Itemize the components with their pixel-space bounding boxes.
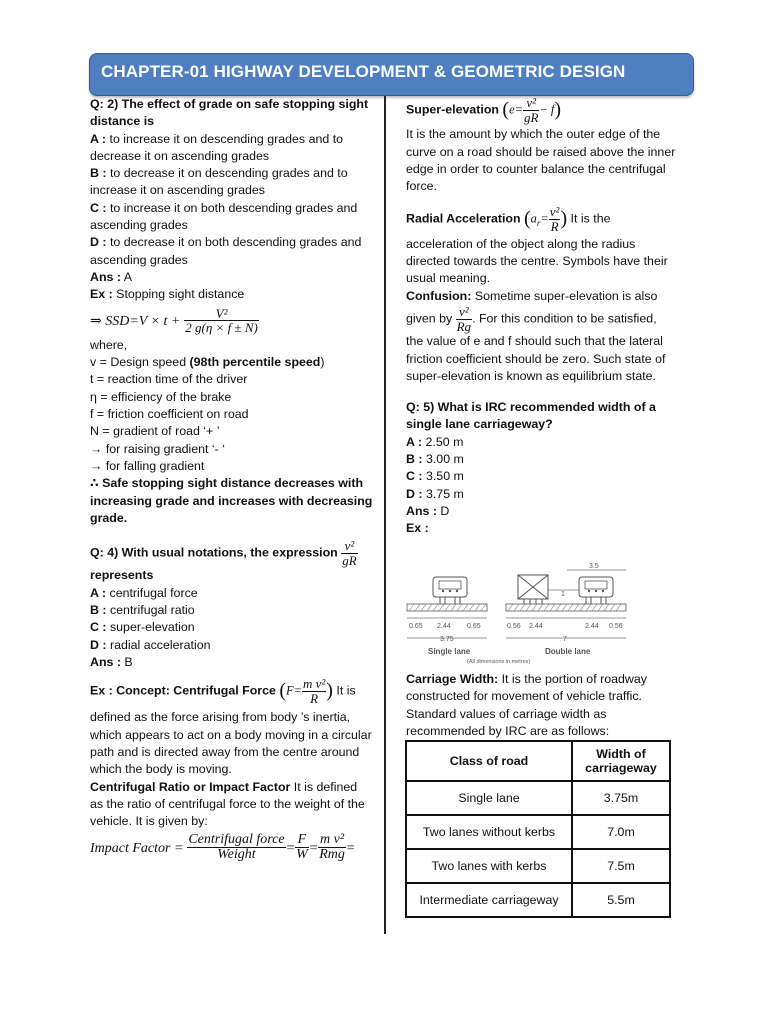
q4-option-a: A : centrifugal force (90, 585, 198, 600)
q2-question: Q: 2) The effect of grade on safe stopping sight distance is (90, 97, 369, 129)
q5-option-c: C : 3.50 m (406, 469, 464, 484)
table-row (406, 781, 670, 815)
double-dim-2: 2.44 (529, 623, 543, 630)
left-column (90, 96, 373, 863)
centrifugal-definition: defined as the force arising from body ’s inertia, which appears to act on a body moving in a circular path and is directed away from the centre around which the body is moving. (90, 710, 372, 777)
cell-width: 7.0m (572, 815, 670, 849)
radial-acceleration-heading: Radial Acceleration ($a_r=$ $\frac{\text{v²}}{R}$ ) It is the (406, 204, 611, 235)
cell-width: 7.5m (572, 849, 670, 883)
q4-option-d: D : radial acceleration (90, 637, 211, 652)
q2-answer: Ans : A (90, 269, 133, 284)
cell-class: Two lanes with kerbs (406, 849, 572, 883)
column-divider (384, 96, 386, 934)
cell-width: 3.75m (572, 781, 670, 815)
double-dim-4: 0.56 (609, 623, 623, 630)
dim-top: 3.5 (589, 563, 599, 570)
single-caption: Single lane (428, 647, 471, 656)
dim-gap: 1 (561, 591, 565, 598)
chapter-banner (89, 53, 694, 96)
single-total: 3.75 (440, 636, 454, 643)
super-elevation-heading: Super-elevation (e= $\frac{\text{v²}}{gR}$ − f) (406, 95, 561, 125)
double-total: 7 (563, 636, 567, 643)
cell-width: 5.5m (572, 883, 670, 917)
super-elevation-definition: It is the amount by which the outer edge of the curve on a road should be raised above the inner edge in order to counter balance the centrifugal force. (406, 127, 676, 194)
double-caption: Double lane (545, 647, 591, 656)
q5-option-a: A : 2.50 m (406, 434, 464, 449)
centrifugal-force-line: Ex : Concept: Centrifugal Force (F= $\frac{\text{m v²}}{R}$ ) It is (90, 676, 356, 706)
q2-option-b: B : to decrease it on descending grades and to increase it on ascending grades (90, 166, 348, 198)
carriage-width-table (405, 740, 671, 918)
q5-option-b: B : 3.00 m (406, 452, 464, 466)
single-dim-1: 0.65 (409, 623, 423, 630)
given-by-line: given by $\frac{\text{v²}}{Rg}$ . For this condition to be satisfied, (406, 303, 657, 334)
chapter-title: CHAPTER-01 HIGHWAY DEVELOPMENT & GEOMETRIC DESIGN (101, 62, 626, 81)
right-column (406, 96, 678, 537)
t-definition: t = reaction time of the driver (90, 372, 248, 387)
q5-explanation: Ex : (406, 521, 429, 536)
single-dim-3: 0.65 (467, 623, 481, 630)
cell-class: Single lane (406, 781, 572, 815)
confusion-detail: the value of e and f should such that the lateral friction coefficient should be zero. Such state of super-elevation is known as equilibrium state. (406, 334, 666, 383)
falling-gradient: → for falling gradient (90, 458, 205, 473)
header-width: Width of carriageway (572, 741, 670, 781)
q4-option-c: C : super-elevation (90, 620, 195, 635)
carriage-width-text: Carriage Width: It is the portion of roadway constructed for movement of vehicle traffic. Standard values of carriage width as recommended by IRC are as follows: (406, 672, 647, 738)
f-definition: f = friction coefficient on road (90, 407, 249, 422)
q4-option-b: B : centrifugal ratio (90, 602, 195, 617)
q5-question: Q: 5) What is IRC recommended width of a single lane carriageway? (406, 400, 656, 432)
q2-explanation: Ex : Stopping sight distance (90, 287, 245, 302)
q2-option-a: A : to increase it on descending grades and to decrease it on ascending grades (90, 131, 344, 163)
radial-acceleration-definition: acceleration of the object along the radius directed towards the centre. Symbols have their usual meaning. (406, 236, 668, 286)
q2-conclusion: ∴ Safe stopping sight distance decreases with increasing grade and increases with decreasing grade. (90, 476, 373, 525)
table-row (406, 849, 670, 883)
q4-answer: Ans : B (90, 654, 133, 669)
q4-question: Q: 4) With usual notations, the expression $\frac{\text{v²}}{gR}$ (90, 538, 357, 568)
q5-option-d: D : 3.75 m (406, 486, 464, 501)
header-class-of-road: Class of road (406, 741, 572, 781)
double-dim-3: 2.44 (585, 623, 599, 630)
figure-note: (All dimensions in metres) (467, 659, 531, 665)
single-dim-2: 2.44 (437, 623, 451, 630)
raising-gradient: → for raising gradient ‘- ‘ (90, 441, 225, 456)
q2-option-d: D : to decrease it on both descending grades and ascending grades (90, 235, 362, 267)
q2-option-c: C : to increase it on both descending grades and ascending grades (90, 200, 358, 233)
n-definition: N = gradient of road ‘+ ’ (90, 424, 220, 439)
impact-factor-definition: Centrifugal Ratio or Impact Factor It is defined as the ratio of centrifugal force to the weight of the vehicle. It is given by: (90, 779, 365, 829)
cell-class: Two lanes without kerbs (406, 815, 572, 849)
q4-represents: represents (90, 568, 154, 583)
where-text: where, (90, 337, 128, 352)
ssd-formula: ⇒ SSD=V × t + $\frac{\text{V²}}{2 g(\eta \times f \pm N)}$ (90, 305, 258, 336)
double-dim-1: 0.56 (507, 623, 521, 630)
table-header-row (406, 741, 670, 781)
carriage-width-section (406, 671, 678, 740)
q5-answer: Ans : D (406, 503, 450, 518)
confusion-line: Confusion: Sometime super-elevation is also (406, 288, 658, 303)
table-row (406, 883, 670, 917)
cell-class: Intermediate carriageway (406, 883, 572, 917)
lane-width-diagram (405, 560, 630, 668)
eta-definition: η = efficiency of the brake (90, 389, 232, 404)
impact-factor-formula: Impact Factor = $\frac{\text{Centrifugal force}}{\text{Weight}}$ = $\frac{F}{W}$ = $\frac{\text{m v²}}{\text{Rmg}}$ = (90, 831, 356, 863)
v-definition: v = Design speed (98th percentile speed) (90, 355, 325, 370)
table-row (406, 815, 670, 849)
